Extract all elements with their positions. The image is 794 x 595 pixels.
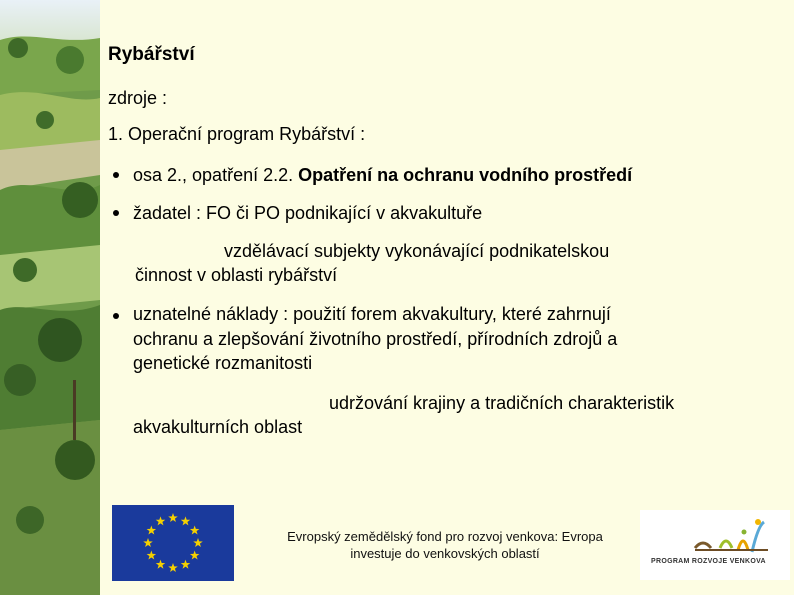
eu-fund-text-line-2: investuje do venkovských oblastí bbox=[350, 546, 540, 561]
slide-subtitle: zdroje : bbox=[108, 88, 168, 108]
bullet-1-prefix: osa 2., opatření 2.2. bbox=[133, 165, 299, 185]
eu-fund-text-line-1: Evropský zemědělský fond pro rozvoj venkova: Evropa bbox=[287, 529, 603, 544]
program-rozvoje-venkova-logo bbox=[640, 510, 790, 580]
bullet-3-line-2: ochranu a zlepšování životního prostředí, přírodních zdrojů a bbox=[133, 329, 618, 349]
bullet-1-bold: Opatření na ochranu vodního prostředí bbox=[298, 165, 633, 185]
eu-flag-icon bbox=[112, 505, 234, 581]
bullet-3-line-1: uznatelné náklady : použití forem akvakultury, které zahrnují bbox=[133, 304, 611, 324]
eu-fund-text bbox=[255, 528, 635, 562]
prv-logo-caption: PROGRAM ROZVOJE VENKOVA bbox=[651, 558, 766, 565]
bullet-dot bbox=[113, 313, 119, 319]
bullet-1-text bbox=[133, 164, 632, 186]
bullet-dot bbox=[113, 210, 119, 216]
program-heading: 1. Operační program Rybářství : bbox=[108, 124, 366, 144]
continuation-2-line-1: udržování krajiny a tradičních charakteristik bbox=[329, 393, 675, 413]
continuation-1-line-2: činnost v oblasti rybářství bbox=[135, 265, 338, 285]
bullet-2-text: žadatel : FO či PO podnikající v akvakultuře bbox=[133, 203, 483, 223]
continuation-2-line-2: akvakulturních oblast bbox=[133, 417, 303, 437]
continuation-1-line-1: vzdělávací subjekty vykonávající podnikatelskou bbox=[224, 241, 610, 261]
slide-title: Rybářství bbox=[108, 44, 195, 65]
bullet-3-line-3: genetické rozmanitosti bbox=[133, 353, 313, 373]
bullet-dot bbox=[113, 172, 119, 178]
